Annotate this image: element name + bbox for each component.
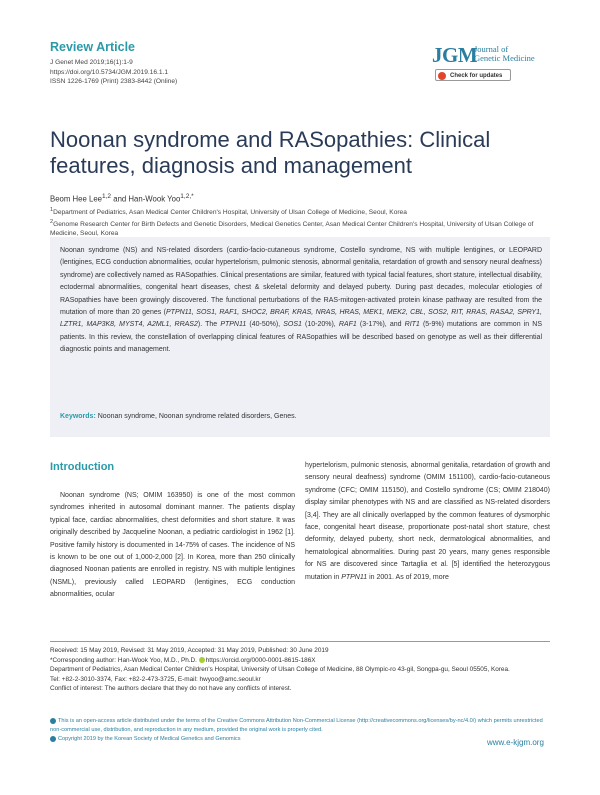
- introduction-left-column: Noonan syndrome (NS; OMIM 163950) is one of the most common syndromes inherited in autosomal dominant manner. The patients display typical face, cardiac abnormalities, chest deformities and short stature. It was originally described by Jacqueline Noonan, a pediatric cardiologist in 1962 [1]. Positive family history is documented in 14-75% of cases. The incidence of NS is known to be one out of 1,000-2,000 [2]. In Korea, more than 250 clinically diagnosed Noonan patients are enrolled in registry. NS with multiple lentigines (NSML), previously called LEOPARD (lentigines, ECG conduction abnormalities, ocular: [50, 492, 295, 599]
- conflict-statement: Conflict of interest: The authors declare that they do not have any conflicts of interest.: [50, 685, 292, 693]
- abstract-part: ). The: [197, 321, 221, 329]
- journal-website-link[interactable]: www.e-kjgm.org: [487, 738, 544, 747]
- copyright-text: Copyright 2019 by the Korean Society of Medical Genetics and Genomics: [58, 736, 241, 743]
- citation: J Genet Med 2019;16(1):1-9: [50, 59, 133, 66]
- footnote-divider: [50, 641, 550, 642]
- contact: Tel: +82-2-3010-3374, Fax: +82-2-473-3725, E-mail: hwyoo@amc.seoul.kr: [50, 675, 261, 683]
- abstract-gene: SOS1: [283, 321, 302, 329]
- keywords-label: Keywords:: [60, 413, 96, 420]
- license: [50, 717, 555, 735]
- logo-line-1: Journal of: [474, 44, 509, 54]
- affiliation-2: [50, 218, 560, 239]
- affiliation-2-number: 2: [50, 218, 54, 225]
- abstract-part: Noonan syndrome (NS) and NS-related disorders (cardio-facio-cutaneous syndrome, Costello syndrome, NS with multiple lentigines, or LEOPARD (lentigines, ECG conduction abnormalities, ocular hypertelorism, pulmonic stenosis, abnormal genitalia, retardation of growth and sensory neural deafness) syndrome) are collectively named as RASopathies. Clinical presentations are similar, featured with typical facial features, short stature, intellectual disability, ectodermal abnormalities, congenital heart diseases, chest & skeletal deformity and delayed puberty. During past decades, molecular etiologies of RASopathies have been growingly discovered. The functional perturbations of the RAS-mitogen-activated protein kinase pathway are resulted from the mutation of more than 20 genes (: [60, 247, 542, 317]
- corresponding-name: *Corresponding author: Han-Wook Yoo, M.D., Ph.D.: [50, 656, 197, 664]
- logo-line-2: Genetic Medicine: [474, 53, 535, 63]
- keywords: [60, 413, 540, 420]
- logo-abbreviation: JGM: [432, 43, 478, 67]
- corresponding-mark: *: [191, 193, 194, 200]
- creative-commons-icon: [50, 718, 56, 724]
- affiliation-1-number: 1: [50, 207, 54, 213]
- corresponding-author: [50, 656, 555, 666]
- author-2-affiliation: 1,2,: [180, 193, 192, 200]
- affiliation-1-text: Department of Pediatrics, Asan Medical Center Children's Hospital, University of Ulsan College of Medicine, Seoul, Korea: [53, 209, 407, 217]
- address: Department of Pediatrics, Asan Medical Center Children's Hospital, University of Ulsan College of Medicine, 88 Olympic-ro 43-gil, Songpa-gu, Seoul 05505, Korea.: [50, 666, 510, 674]
- license-block: [50, 717, 555, 745]
- author-1-affiliation: 1,2: [102, 193, 112, 200]
- author-line: [50, 193, 194, 204]
- abstract-part: (5-9%) mutations are common in NS patients. In this review, the constellation of overlapping clinical features of RASopathies will be described based on genotype as well as their differential diagnostic points and management.: [60, 321, 543, 354]
- abstract-gene: PTPN11: [220, 321, 247, 329]
- affiliation-1: [50, 206, 560, 218]
- abstract-part: (3-17%), and: [356, 321, 405, 329]
- journal-logo: [432, 45, 582, 85]
- intro-gene: PTPN11: [341, 573, 368, 581]
- issn: ISSN 1226-1769 (Print) 2383-8442 (Online): [50, 78, 178, 86]
- update-icon: [438, 72, 446, 80]
- affiliation-2-text: Genome Research Center for Birth Defects and Genetic Disorders, Medical Genetics Center, Asan Medical Center Children's Hospital, University of Ulsan College of Medicine, Seoul, Korea: [50, 220, 534, 238]
- copyright: [50, 735, 555, 744]
- abstract-part: (10-20%),: [301, 321, 339, 329]
- license-text: This is an open-access article distributed under the terms of the Creative Commons Attribution Non-Commercial License (http://creativecommons.org/licenses/by-nc/4.0/) which permits unrestricted non-commercial use, distribution, and reproduction in any medium, provided the original work is properly cited.: [50, 718, 543, 734]
- check-for-updates-button[interactable]: [435, 69, 511, 81]
- keywords-text: Noonan syndrome, Noonan syndrome related disorders, Genes.: [95, 413, 297, 420]
- affiliations: [50, 206, 560, 239]
- abstract-part: (40-50%),: [246, 321, 284, 329]
- author-2: and Han-Wook Yoo: [111, 194, 181, 204]
- intro-text: hypertelorism, pulmonic stenosis, abnormal genitalia, retardation of growth and sensory neural deafness) syndrome (OMIM 151100), cardio-facio-cutaneous syndrome (CFC; OMIM 115150), and Costello syndrome (CS; OMIM 218040) display similar phenotypes with NS and are classified as NS-related disorders [3,4]. They are all clinically overlapped by the common features of dysmorphic face, congenital heart disease, proportionate post-natal short stature, chest deformity, delayed puberty, short neck, dermatological abnormalities, and hematological abnormalities. During past 20 years, many genes responsible for NS are discovered since Tartaglia et al. [5] identified the heterozygous mutation in: [305, 462, 550, 581]
- abstract-gene: RIT1: [404, 321, 420, 329]
- section-label: Review Article: [50, 40, 135, 54]
- orcid-icon: [199, 657, 205, 663]
- abstract: [60, 245, 542, 357]
- citation-block: [50, 58, 177, 87]
- doi-link[interactable]: https://doi.org/10.5734/JGM.2019.16.1.1: [50, 68, 169, 76]
- dates: Received: 15 May 2019, Revised: 31 May 2019, Accepted: 31 May 2019, Published: 30 June 2019: [50, 647, 329, 654]
- introduction-heading: Introduction: [50, 461, 115, 473]
- copyright-icon: [50, 736, 56, 742]
- article-title: Noonan syndrome and RASopathies: Clinical features, diagnosis and management: [50, 127, 491, 178]
- introduction-right-column: [305, 460, 550, 584]
- footnotes: [50, 646, 555, 694]
- check-updates-label: Check for updates: [450, 73, 503, 79]
- author-1: Beom Hee Lee: [50, 194, 103, 204]
- abstract-gene-list: PTPN11, SOS1, RAF1, SHOC2, BRAF, KRAS, NRAS, HRAS, MEK1, MEK2, CBL, SOS2, RIT, RRAS, RASA2, SPRY1, LZTR1, MAP3K8, MYST4, A2ML1, RRAS2: [60, 309, 542, 329]
- abstract-gene: RAF1: [338, 321, 357, 329]
- orcid-link[interactable]: https://orcid.org/0000-0001-8615-186X: [205, 656, 316, 664]
- intro-text: in 2001. As of 2019, more: [367, 573, 449, 581]
- logo-journal-name: [474, 45, 535, 63]
